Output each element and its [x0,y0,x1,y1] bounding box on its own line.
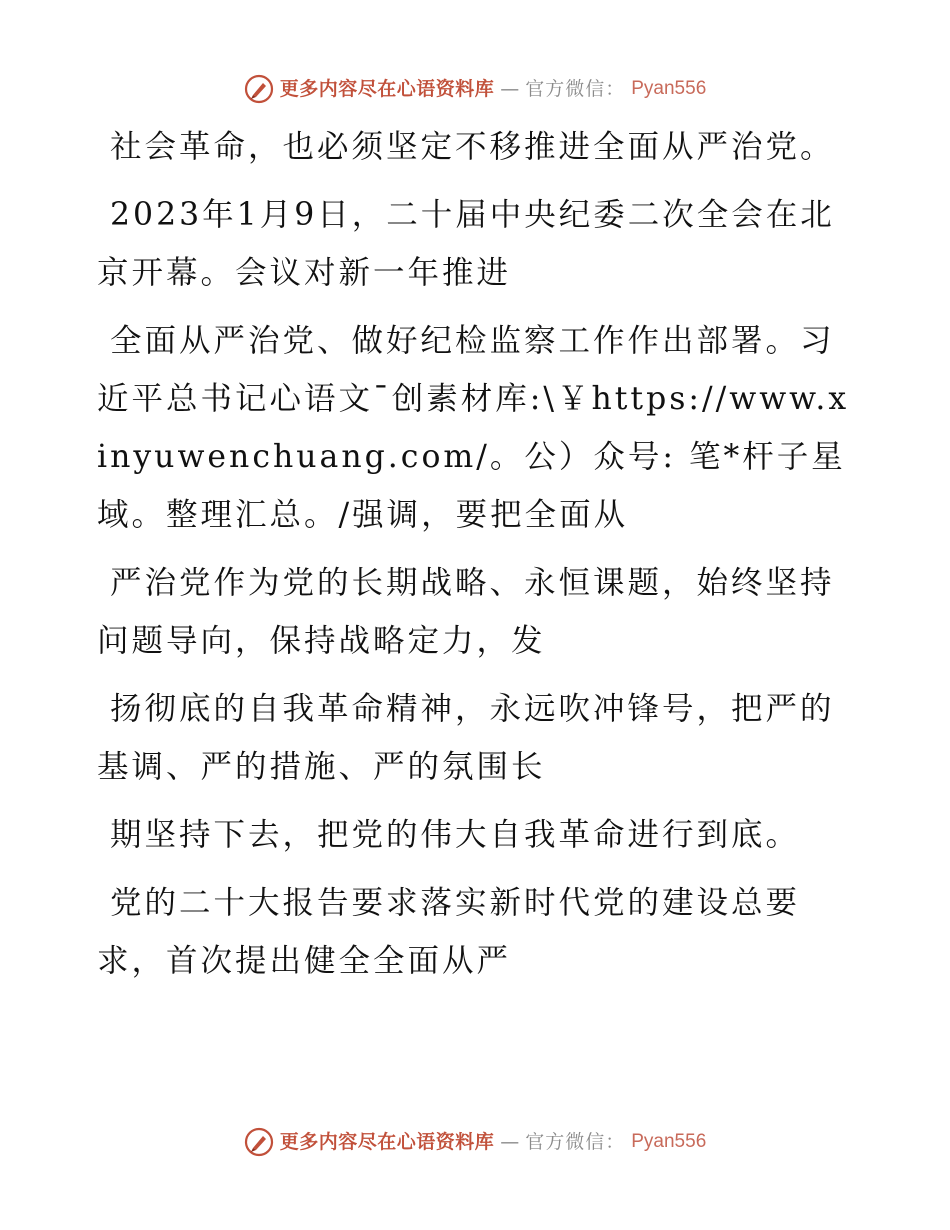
watermark-dash: — [500,78,520,100]
header-watermark [0,74,950,104]
watermark-label: 官方微信： [525,1131,626,1153]
document-body [97,118,857,990]
paragraph-3: 全面从严治党、做好纪检监察工作作出部署。习近平总书记心语文¯创素材库:\￥https://www.xinyuwenchuang.com/。公）众号: 笔*杆子星域。整理汇总。/强调，要把全面从 [97,323,850,533]
paragraph-5: 扬彻底的自我革命精神，永远吹冲锋号，把严的基调、严的措施、严的氛围长 [97,691,835,785]
footer-watermark [0,1127,950,1157]
watermark-wechat-id: Pyan556 [631,1131,707,1152]
paragraph-7: 党的二十大报告要求落实新时代党的建设总要求，首次提出健全全面从严 [97,885,801,979]
watermark-wechat-id: Pyan556 [631,78,707,99]
paragraph-1: 社会革命，也必须坚定不移推进全面从严治党。 [97,129,835,165]
watermark-label: 官方微信： [525,78,626,100]
paragraph-6: 期坚持下去，把党的伟大自我革命进行到底。 [97,817,801,853]
paragraph-4: 严治党作为党的长期战略、永恒课题，始终坚持问题导向，保持战略定力，发 [97,565,835,659]
pen-quill-logo-icon [244,1127,274,1157]
paragraph-2: 2023年1月9日，二十届中央纪委二次全会在北京开幕。会议对新一年推进 [97,197,835,291]
watermark-dash: — [500,1131,520,1153]
watermark-main-text: 更多内容尽在心语资料库 [279,1131,495,1153]
watermark-main-text: 更多内容尽在心语资料库 [279,78,495,100]
pen-quill-logo-icon [244,74,274,104]
